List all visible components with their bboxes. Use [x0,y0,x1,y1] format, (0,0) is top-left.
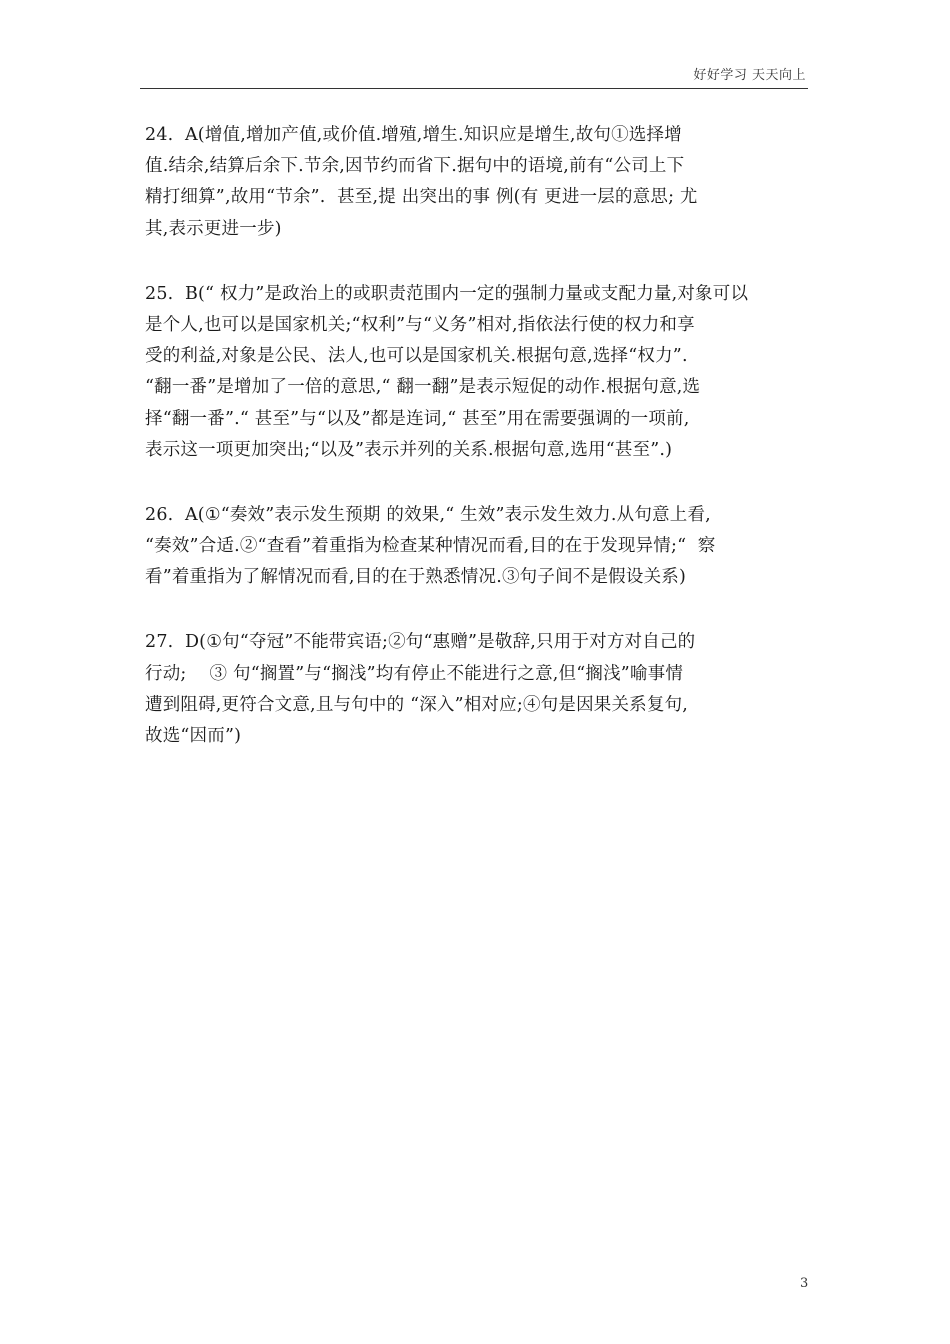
text-line: 精打细算”,故用“节余”. 甚至,提 出突出的事 例(有 更进一层的意思; 尤 [145,187,698,208]
text-line: 行动; ③ 句“搁置”与“搁浅”均有停止不能进行之意,但“搁浅”喻事情 [145,663,684,684]
answer-explanations [145,120,815,786]
text-line: 27. D(①句“夺冠”不能带宾语;②句“惠赠”是敬辞,只用于对方对自己的 [145,632,696,653]
text-line: 其,表示更进一步) [145,218,282,239]
answer-item-26 [145,500,815,594]
text-line: 值.结余,结算后余下.节余,因节约而省下.据句中的语境,前有“公司上下 [145,156,685,177]
text-line: “奏效”合适.②“查看”着重指为检查某种情况而看,目的在于发现异情;“ 察 [145,536,716,557]
text-line: 受的利益,对象是公民、法人,也可以是国家机关.根据句意,选择“权力”. [145,346,688,367]
text-line: “翻一番”是增加了一倍的意思,“ 翻一翻”是表示短促的动作.根据句意,选 [145,377,701,398]
page-number: 3 [800,1276,809,1291]
text-line: 24. A(增值,增加产值,或价值.增殖,增生.知识应是增生,故句①选择增 [145,125,682,145]
text-line: 遭到阻碍,更符合文意,且与句中的 “深入”相对应;④句是因果关系复句, [145,694,689,715]
text-line: 故选“因而”) [145,726,242,746]
text-line: 是个人,也可以是国家机关;“权利”与“义务”相对,指依法行使的权力和享 [145,314,695,335]
answer-item-25 [145,279,815,466]
text-line: 表示这一项更加突出;“以及”表示并列的关系.根据句意,选用“甚至”.) [145,439,673,460]
text-line: 26. A(①“奏效”表示发生预期 的效果,“ 生效”表示发生效力.从句意上看, [145,504,711,525]
text-line: 择“翻一番”.“ 甚至”与“以及”都是连词,“ 甚至”用在需要强调的一项前, [145,408,690,429]
page-header [140,0,808,89]
header-motto: 好好学习 天天向上 [693,68,806,83]
text-line: 25. B(“ 权力”是政治上的或职责范围内一定的强制力量或支配力量,对象可以 [145,283,749,304]
answer-item-27 [145,627,815,752]
text-line: 看”着重指为了解情况而看,目的在于熟悉情况.③句子间不是假设关系) [145,567,686,588]
answer-item-24 [145,120,815,245]
